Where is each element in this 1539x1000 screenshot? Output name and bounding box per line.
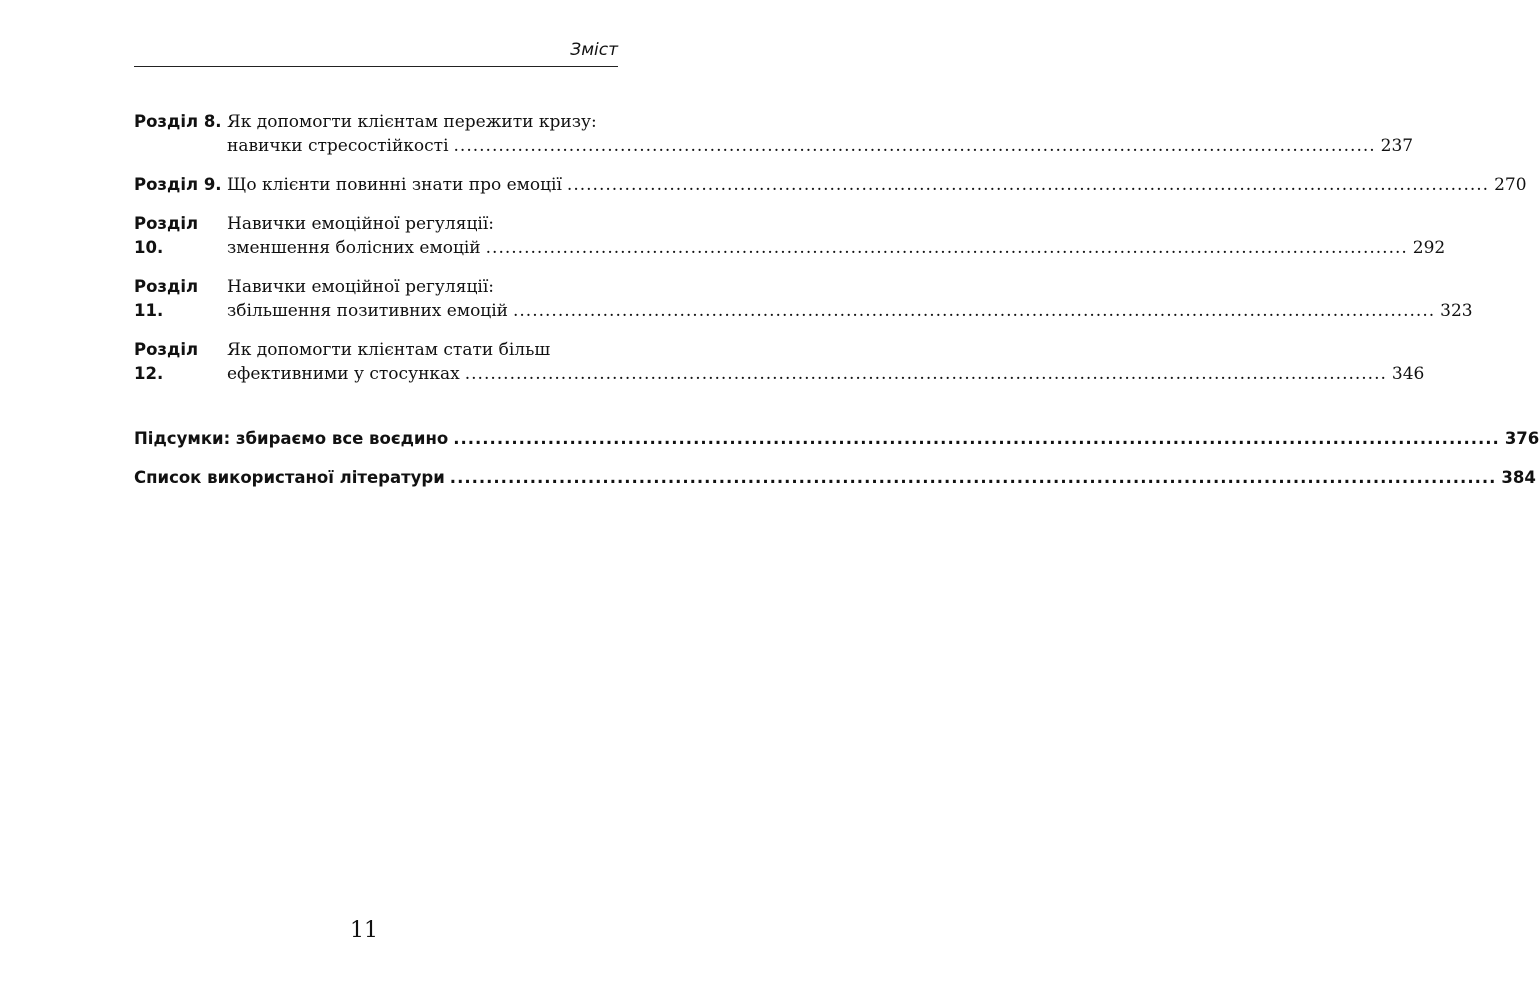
chapter-title-line: Як допомогти клієнтам пережити кризу: bbox=[227, 112, 597, 132]
dot-leader bbox=[486, 236, 1408, 260]
chapter-label: Розділ 8. bbox=[134, 112, 222, 131]
entry-page-number: 376 bbox=[1504, 429, 1539, 448]
dot-leader bbox=[513, 299, 1435, 323]
chapter-page-number: 292 bbox=[1412, 238, 1446, 258]
chapter-title-line: зменшення болісних емоцій bbox=[227, 238, 481, 258]
chapter-label: Розділ 9. bbox=[134, 175, 222, 194]
chapter-page-number: 346 bbox=[1391, 364, 1425, 384]
toc-entry-summary[interactable] bbox=[134, 427, 1539, 451]
running-head bbox=[134, 40, 618, 67]
chapter-label: Розділ 12. bbox=[134, 340, 199, 383]
chapter-page-number: 237 bbox=[1380, 136, 1414, 156]
page-number: 11 bbox=[350, 918, 378, 943]
chapter-title-line: ефективними у стосунках bbox=[227, 364, 460, 384]
dot-leader bbox=[453, 427, 1500, 451]
chapter-title-line: навички стресостійкості bbox=[227, 136, 449, 156]
toc-entry-chapter-11[interactable] bbox=[134, 275, 1473, 323]
chapter-page-number: 323 bbox=[1440, 301, 1473, 321]
chapter-title-line: Що клієнти повинні знати про емоції bbox=[227, 175, 562, 195]
entry-body bbox=[134, 427, 1539, 451]
toc-entry-chapter-10[interactable] bbox=[134, 212, 1446, 260]
section-gap bbox=[134, 401, 614, 427]
toc-entry-chapter-8[interactable] bbox=[134, 110, 1414, 158]
chapter-title-line: збільшення позитивних емоцій bbox=[227, 301, 508, 321]
table-of-contents bbox=[134, 110, 1539, 505]
dot-leader bbox=[567, 173, 1489, 197]
chapter-label: Розділ 11. bbox=[134, 277, 199, 320]
chapter-title bbox=[227, 173, 1527, 197]
toc-entry-references[interactable] bbox=[134, 466, 1536, 490]
chapter-title bbox=[227, 275, 1473, 323]
chapter-title bbox=[227, 110, 1413, 158]
dot-leader bbox=[450, 466, 1497, 490]
entry-title: Підсумки: збираємо все воєдино bbox=[134, 429, 449, 448]
dot-leader bbox=[465, 362, 1387, 386]
chapter-page-number: 270 bbox=[1494, 175, 1527, 195]
toc-entry-chapter-9[interactable] bbox=[134, 173, 1527, 197]
chapter-title-line: Як допомогти клієнтам стати більш bbox=[227, 340, 551, 360]
chapter-title bbox=[227, 212, 1445, 260]
chapter-title-line: Навички емоційної регуляції: bbox=[227, 214, 494, 234]
dot-leader bbox=[454, 134, 1376, 158]
toc-entry-chapter-12[interactable] bbox=[134, 338, 1425, 386]
entry-title: Список використаної літератури bbox=[134, 468, 445, 487]
chapter-title bbox=[227, 338, 1424, 386]
entry-page-number: 384 bbox=[1501, 468, 1536, 487]
running-head-title: Зміст bbox=[570, 40, 618, 60]
entry-body bbox=[134, 466, 1536, 490]
chapter-label: Розділ 10. bbox=[134, 214, 199, 257]
chapter-title-line: Навички емоційної регуляції: bbox=[227, 277, 494, 297]
